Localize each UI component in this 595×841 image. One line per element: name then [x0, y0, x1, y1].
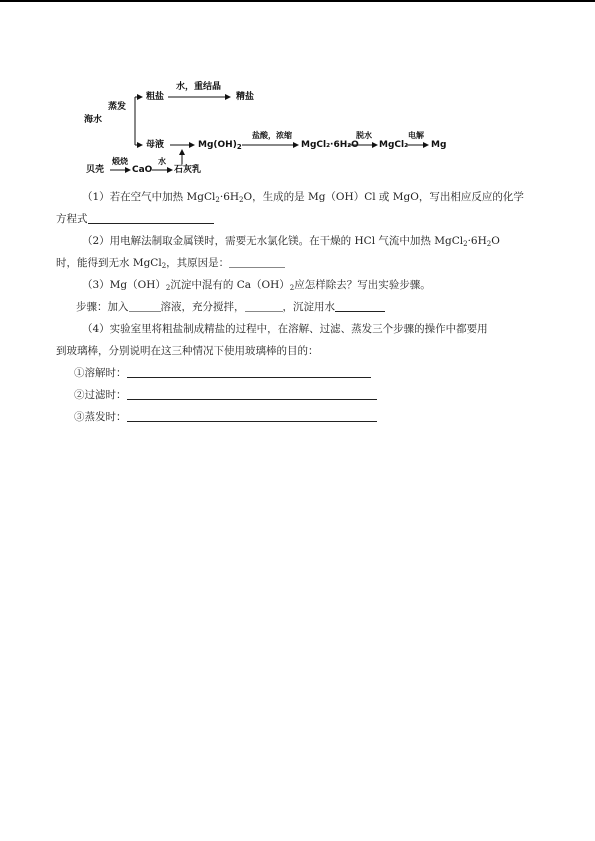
label-refined-salt: 精盐	[236, 92, 255, 102]
q1-line-1: （1）若在空气中加热 $MgCl_2\cdot 6H_2O$，生成的是 Mg（OH）Cl 或 MgO，写出相应反应的化学	[82, 191, 524, 204]
label-mother-liquor: 母液	[146, 140, 165, 150]
q2-answer-blank[interactable]	[229, 255, 285, 268]
label-water-recrystallize: 水，重结晶	[176, 82, 222, 92]
q3-steps: 步骤：加入 溶液，充分搅拌， ，沉淀用水	[56, 296, 556, 318]
q4-line-1: （4）实验室里将粗盐制成精盐的过程中，在溶解、过滤、蒸发三个步骤的操作中都要用	[82, 323, 488, 335]
label-mg: Mg	[431, 140, 447, 150]
filter-answer-blank[interactable]	[127, 387, 377, 400]
q3-reagent-blank[interactable]	[129, 299, 161, 312]
label-mgcl2: MgCl₂	[379, 140, 409, 150]
q4-filter: ②过滤时：	[56, 384, 556, 406]
q1-answer-blank[interactable]	[88, 211, 214, 224]
page-top-rule	[0, 0, 595, 2]
label-electrolysis: 电解	[408, 131, 424, 140]
label-seawater: 海水	[84, 115, 103, 125]
q2-line-1: （2）用电解法制取金属镁时，需要无水氯化镁。在干燥的 HCl 气流中加热 $MgCl_2\cdot 6H_2O$	[82, 235, 500, 248]
label-cao: CaO	[132, 165, 153, 175]
q2-line-2: 时，能得到无水 MgCl$_2$，其原因是：	[56, 252, 556, 274]
label-mgcl2-6h2o: MgCl₂·6H₂O	[301, 140, 359, 150]
q3-line-1: $(3)Mg(OH)_2$沉淀中混有的 $Ca(OH)_2$应怎样除去？写出实验步骤。	[82, 279, 431, 292]
flow-diagram	[80, 74, 460, 180]
q4-dissolve: ①溶解时：	[56, 362, 556, 384]
label-mgoh2: $Mg(OH)_2$	[198, 140, 242, 151]
label-hcl-concentrate: 盐酸，浓缩	[252, 131, 292, 140]
label-water: 水	[158, 157, 166, 166]
label-lime-milk: 石灰乳	[174, 165, 202, 175]
dissolve-answer-blank[interactable]	[127, 365, 371, 378]
q3-operation-blank[interactable]	[245, 299, 283, 312]
label-evaporate: 蒸发	[108, 102, 127, 112]
q4-line-2: 到玻璃棒，分别说明在这三种情况下使用玻璃棒的目的：	[56, 345, 319, 357]
label-crude-salt: 粗盐	[146, 92, 165, 102]
label-shell: 贝壳	[86, 165, 105, 175]
q3-wash-blank[interactable]	[335, 299, 385, 312]
question-body	[56, 186, 556, 428]
evaporate-answer-blank[interactable]	[127, 409, 377, 422]
label-dehydrate: 脱水	[356, 131, 372, 140]
q1-line-2: 方程式	[56, 208, 556, 230]
label-calcine: 煅烧	[112, 157, 128, 166]
q4-evaporate: ③蒸发时：	[56, 406, 556, 428]
